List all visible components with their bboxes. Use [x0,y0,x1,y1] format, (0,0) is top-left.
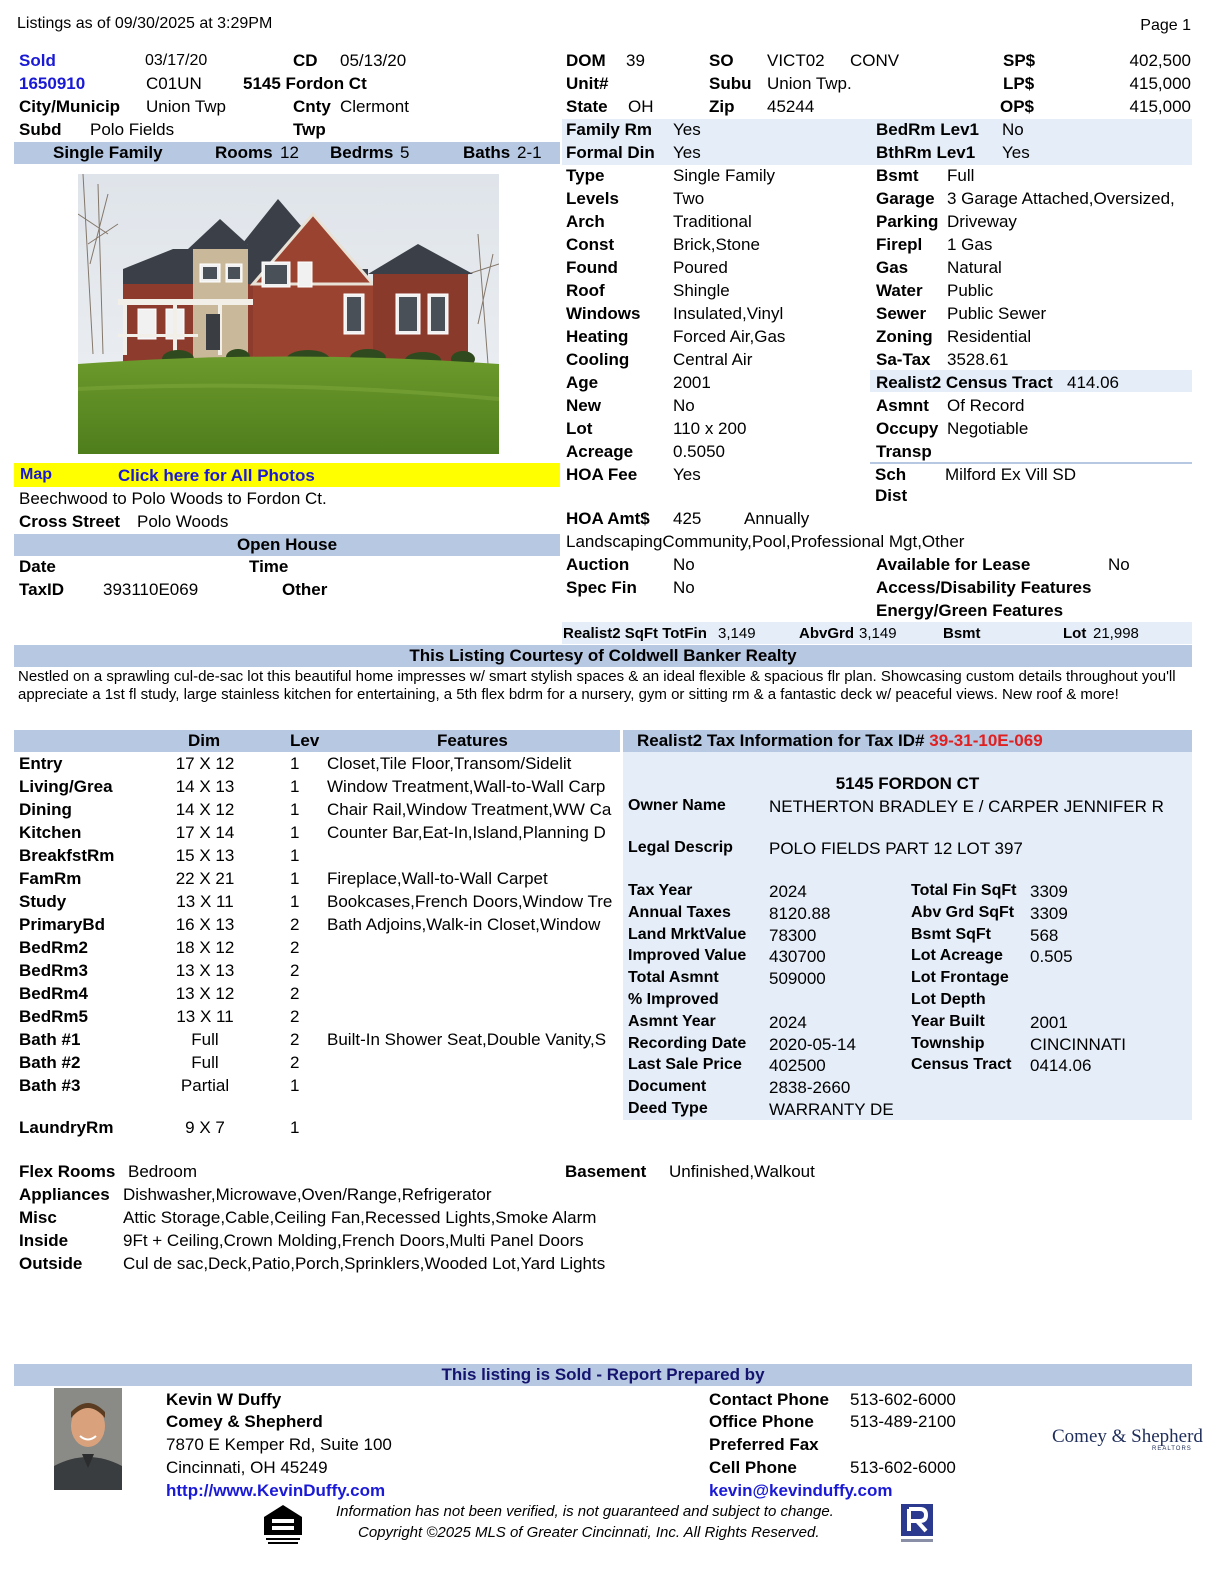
inside-value: 9Ft + Ceiling,Crown Molding,French Doors,Multi Panel Doors [123,1231,584,1250]
tax-value: 8120.88 [769,903,831,923]
detail-label: Heating [566,327,629,346]
tax-label: Year Built [911,1012,985,1030]
room-level: 2 [290,938,300,957]
tax-label: Tax Year [628,882,693,899]
tax-label: Asmnt Year [628,1012,716,1030]
room-level: 1 [290,869,300,888]
laundry-dim: 9 X 7 [185,1118,225,1137]
baths-value: 2-1 [517,143,542,162]
specfin-value: No [673,578,695,597]
room-name: FamRm [19,869,82,888]
room-level: 1 [290,777,300,796]
hoa-amt-value: 425 [673,509,702,528]
room-features: Bath Adjoins,Walk-in Closet,Window [327,915,601,934]
room-name: BreakfstRm [19,846,115,865]
twp-label: Twp [293,120,326,139]
so-label: SO [709,51,734,70]
room-level: 1 [290,1076,300,1095]
tax-label: % Improved [628,991,719,1008]
office-phone-label: Office Phone [709,1412,814,1431]
detail-value: Shingle [673,281,730,300]
hoa-includes: LandscapingCommunity,Pool,Professional Mgt,Other [566,532,965,551]
county-label: Cnty [293,97,331,116]
detail-label: Family Rm [566,120,652,139]
realtor-icon [898,1503,938,1550]
sqft-lot-label: Lot [1063,625,1087,642]
room-dim: Partial [180,1076,230,1095]
detail-label: Transp [876,442,932,461]
detail-value: Traditional [673,212,752,231]
detail-label: Asmnt [876,396,929,415]
subd-value: Polo Fields [90,120,175,139]
taxid-value: 393110E069 [103,580,199,599]
zip-value: 45244 [767,97,815,116]
room-name: BedRm4 [19,984,88,1003]
detail-label: Type [566,166,605,185]
detail-value: No [1002,120,1024,139]
detail-label: Firepl [876,235,923,254]
room-level: 2 [290,915,300,934]
rooms-header-dim: Dim [188,731,221,750]
room-features: Built-In Shower Seat,Double Vanity,S [327,1030,607,1049]
room-level: 1 [290,754,300,773]
sp-label: SP$ [1003,51,1036,70]
cross-street-label: Cross Street [19,512,121,531]
tax-value: 78300 [769,925,817,945]
tax-info-title-text: Realist2 Tax Information for Tax ID# [637,731,925,750]
school-value: Milford Ex Vill SD [945,465,1076,484]
room-dim: 15 X 13 [175,846,235,865]
sp-value: 402,500 [1129,51,1191,70]
detail-label: BthRm Lev1 [876,143,976,162]
taxid-label: TaxID [19,580,65,599]
flex-rooms-value: Bedroom [128,1162,197,1181]
room-name: PrimaryBd [19,915,105,934]
room-features: Fireplace,Wall-to-Wall Carpet [327,869,548,888]
status-date: 03/17/20 [145,52,208,69]
cell-phone-label: Cell Phone [709,1458,797,1477]
detail-value: No [673,396,695,415]
tax-label: Lot Frontage [911,969,1009,987]
tax-label: Abv Grd SqFt [911,903,1015,921]
hoa-fee-value: Yes [673,465,701,484]
tax-info-id: 39-31-10E-069 [929,731,1043,750]
flex-rooms-label: Flex Rooms [19,1162,116,1181]
other-label: Other [282,580,328,599]
detail-value: Driveway [947,212,1017,231]
hoa-fee-label: HOA Fee [566,465,638,484]
tax-info-title [637,731,1043,751]
unit-label: Unit# [566,74,609,93]
room-features: Closet,Tile Floor,Transom/Sidelit [327,754,572,773]
room-name: Bath #2 [19,1053,81,1072]
tax-label: Total Asmnt [628,969,719,987]
state-value: OH [628,97,654,116]
misc-value: Attic Storage,Cable,Ceiling Fan,Recessed Lights,Smoke Alarm [123,1208,597,1227]
listing-courtesy: This Listing Courtesy of Coldwell Banker Realty [409,646,797,665]
room-level: 2 [290,1030,300,1049]
detail-label: Lot [566,419,593,438]
so-type: CONV [850,51,900,70]
appliances-label: Appliances [19,1185,110,1204]
basement-value: Unfinished,Walkout [669,1162,815,1181]
room-dim: 13 X 11 [176,1007,234,1026]
detail-label: BedRm Lev1 [876,120,979,139]
city-label: City/Municip [19,97,121,116]
agent-company: Comey & Shepherd [166,1412,323,1431]
rooms-label: Rooms [215,143,273,162]
cross-street-value: Polo Woods [137,512,229,531]
sqft-abvgrd-label: AbvGrd [799,625,855,642]
open-house-title: Open House [236,535,338,554]
tax-value: 509000 [769,969,826,989]
office-phone-value: 513-489-2100 [850,1412,956,1431]
room-name: Living/Grea [19,777,113,796]
tax-value: 0.505 [1030,947,1073,967]
room-dim: 16 X 13 [175,915,235,934]
tax-value: 2020-05-14 [769,1034,856,1054]
equal-housing-icon [262,1503,304,1552]
detail-value: Negotiable [947,419,1029,438]
room-level: 2 [290,984,300,1003]
listing-status: Sold [19,51,56,70]
detail-label: Levels [566,189,619,208]
room-level: 2 [290,1007,300,1026]
tax-label: Annual Taxes [628,903,731,921]
room-dim: 13 X 12 [175,984,235,1003]
detail-value: Of Record [947,396,1025,415]
op-label: OP$ [1000,97,1035,116]
listing-timestamp: Listings as of 09/30/2025 at 3:29PM [17,15,273,32]
dom-value: 39 [626,51,645,70]
open-house-date-label: Date [19,557,56,576]
detail-value: 110 x 200 [673,419,747,438]
misc-label: Misc [19,1208,57,1227]
detail-value: Central Air [673,350,753,369]
tax-label: Last Sale Price [628,1056,742,1074]
subu-value: Union Twp. [767,74,852,93]
room-dim: Full [191,1030,219,1049]
room-level: 1 [290,800,300,819]
agent-address1: 7870 E Kemper Rd, Suite 100 [166,1435,392,1454]
detail-label: New [566,396,601,415]
room-level: 1 [290,823,300,842]
company-logo: Comey & Shepherd [1052,1426,1203,1447]
op-value: 415,000 [1129,97,1191,116]
detail-value: Public Sewer [947,304,1047,323]
room-name: BedRm3 [19,961,88,980]
hoa-amt-label: HOA Amt$ [566,509,650,528]
detail-label: Cooling [566,350,630,369]
tax-label: Land MrktValue [628,925,747,943]
agent-email[interactable]: kevin@kevinduffy.com [709,1481,893,1500]
detail-value: Brick,Stone [673,235,760,254]
preferred-fax-label: Preferred Fax [709,1435,819,1454]
room-dim: 13 X 11 [176,892,234,911]
sqft-bsmt-label: Bsmt [943,625,981,642]
tax-value: WARRANTY DE [769,1100,894,1119]
legal-value: POLO FIELDS PART 12 LOT 397 [769,839,1023,858]
room-dim: 17 X 14 [175,823,235,842]
inside-label: Inside [19,1231,69,1250]
room-dim: 17 X 12 [175,754,235,773]
laundry-room-label: LaundryRm [19,1118,114,1137]
basement-label: Basement [565,1162,647,1181]
detail-label: Occupy [876,419,939,438]
laundry-lev: 1 [290,1118,300,1137]
sqft-totfin-label: Realist2 SqFt TotFin [563,625,707,642]
tax-value: 430700 [769,947,826,967]
cell-phone-value: 513-602-6000 [850,1458,956,1477]
detail-value: Yes [673,120,701,139]
room-name: Dining [19,800,72,819]
listing-address: 5145 Fordon Ct [243,74,367,93]
cd-label: CD [293,51,318,70]
lp-value: 415,000 [1129,74,1191,93]
rooms-value: 12 [280,143,299,162]
lease-label: Available for Lease [876,555,1031,574]
detail-value: 0.5050 [673,442,725,461]
detail-label: Sewer [876,304,927,323]
detail-value: Full [947,166,975,185]
mls-number[interactable]: 1650910 [19,74,86,93]
detail-label: Found [566,258,618,277]
room-level: 1 [290,892,300,911]
owner-label: Owner Name [628,797,726,814]
detail-label: Const [566,235,615,254]
tax-label: Improved Value [628,947,747,965]
sqft-lot-value: 21,998 [1093,625,1139,642]
map-link[interactable]: Map [20,466,52,483]
disclaimer: Information has not been verified, is not guaranteed and subject to change. [336,1503,834,1520]
detail-value: Public [947,281,994,300]
page-number: Page 1 [1140,17,1191,34]
tax-value: 2024 [769,882,807,901]
bedrms-value: 5 [400,143,410,162]
tax-value: 0414.06 [1030,1056,1092,1076]
detail-label: Sa-Tax [876,350,931,369]
zip-label: Zip [709,97,735,116]
company-logo-sub: REALTORS [1152,1446,1192,1452]
tax-value: 2838-2660 [769,1078,851,1098]
bedrms-label: Bedrms [330,143,394,162]
room-features: Chair Rail,Window Treatment,WW Ca [327,800,612,819]
room-dim: Full [191,1053,219,1072]
agent-code: C01UN [146,74,202,93]
tax-value: 568 [1030,925,1059,945]
tax-label: Township [911,1034,985,1052]
tax-label: Bsmt SqFt [911,925,991,943]
outside-value: Cul de sac,Deck,Patio,Porch,Sprinklers,Wooded Lot,Yard Lights [123,1254,606,1273]
room-dim: 22 X 21 [175,869,235,888]
access-label: Access/Disability Features [876,578,1092,597]
detail-label: Formal Din [566,143,655,162]
tax-value: 3309 [1030,903,1068,923]
room-level: 1 [290,846,300,865]
detail-value: Natural [947,258,1002,277]
tax-label: Lot Acreage [911,947,1003,965]
room-name: Kitchen [19,823,82,842]
tax-label: Document [628,1078,707,1096]
tax-label: Deed Type [628,1100,708,1117]
room-dim: 13 X 13 [175,961,235,980]
tax-value: 402500 [769,1056,826,1076]
directions: Beechwood to Polo Woods to Fordon Ct. [19,489,327,508]
summary-type: Single Family [53,143,163,162]
room-features: Window Treatment,Wall-to-Wall Carp [327,777,606,796]
lp-label: LP$ [1003,74,1035,93]
detail-value: 414.06 [1067,373,1119,392]
detail-label: Gas [876,258,909,277]
detail-label: Zoning [876,327,933,346]
tax-info-address: 5145 FORDON CT [835,774,980,793]
detail-value: Single Family [673,166,776,185]
state-label: State [566,97,608,116]
agent-address2: Cincinnati, OH 45249 [166,1458,328,1477]
sqft-totfin-value: 3,149 [718,625,756,642]
room-dim: 18 X 12 [175,938,235,957]
detail-value: Insulated,Vinyl [673,304,784,323]
detail-label: Age [566,373,599,392]
auction-value: No [673,555,695,574]
detail-label: Realist2 Census Tract [876,373,1053,392]
report-prepared-by: This listing is Sold - Report Prepared by [441,1365,765,1384]
room-name: Entry [19,754,63,773]
detail-value: 3 Garage Attached,Oversized, [947,189,1175,208]
contact-phone-label: Contact Phone [709,1390,829,1409]
baths-label: Baths [463,143,511,162]
tax-value: 3309 [1030,882,1068,901]
hoa-amt-period: Annually [744,509,810,528]
detail-value: Residential [947,327,1032,346]
subd-label: Subd [19,120,62,139]
detail-value: 3528.61 [947,350,1009,369]
appliances-value: Dishwasher,Microwave,Oven/Range,Refrigerator [123,1185,492,1204]
room-features: Counter Bar,Eat-In,Island,Planning D [327,823,606,842]
lease-value: No [1108,555,1130,574]
energy-label: Energy/Green Features [876,601,1064,620]
property-photo[interactable] [78,174,499,454]
room-features: Bookcases,French Doors,Window Tre [327,892,613,911]
detail-value: Forced Air,Gas [673,327,786,346]
room-name: BedRm2 [19,938,88,957]
rooms-header-features: Features [437,731,508,750]
tax-value: 2024 [769,1012,807,1032]
detail-label: Windows [566,304,641,323]
cd-value: 05/13/20 [340,51,407,70]
detail-value: Poured [673,258,728,277]
room-level: 2 [290,1053,300,1072]
tax-value: 2001 [1030,1012,1068,1032]
tax-label: Total Fin SqFt [911,882,1017,899]
school-dist-label: Dist [875,486,908,505]
dom-label: DOM [566,51,606,70]
detail-value: 1 Gas [947,235,993,254]
all-photos-link[interactable]: Click here for All Photos [118,466,315,485]
owner-value: NETHERTON BRADLEY E / CARPER JENNIFER R [769,797,1164,816]
auction-label: Auction [566,555,630,574]
detail-value: Yes [1002,143,1030,162]
rooms-header-lev: Lev [290,731,320,750]
room-dim: 14 X 12 [175,800,235,819]
detail-value: 2001 [673,373,711,392]
room-name: Bath #3 [19,1076,81,1095]
agent-name: Kevin W Duffy [166,1390,282,1409]
detail-label: Parking [876,212,939,231]
agent-photo [54,1388,122,1490]
outside-label: Outside [19,1254,83,1273]
copyright: Copyright ©2025 MLS of Greater Cincinnati, Inc. All Rights Reserved. [358,1524,820,1541]
detail-label: Bsmt [876,166,919,185]
room-dim: 14 X 13 [175,777,235,796]
detail-label: Roof [566,281,605,300]
detail-label: Garage [876,189,935,208]
room-name: BedRm5 [19,1007,88,1026]
city-value: Union Twp [146,97,227,116]
county-value: Clermont [340,97,409,116]
tax-label: Lot Depth [911,991,986,1008]
room-level: 2 [290,961,300,980]
remarks: Nestled on a sprawling cul-de-sac lot this beautiful home impresses w/ smart stylish spaces & an ideal flexible & spacious flr plan. Showcasing custom details throughout you'll appreciate a 1st fl study, large stainless kitchen for entertaining, a 5th flex bdrm for a nursery, gym or sitting rm & a fantastic deck w/ peaceful views. New roof & more! [18,668,1176,703]
legal-label: Legal Descrip [628,839,733,856]
open-house-time-label: Time [249,557,289,576]
so-value: VICT02 [767,51,825,70]
sqft-abvgrd-value: 3,149 [859,625,897,642]
detail-label: Arch [566,212,605,231]
detail-label: Acreage [566,442,634,461]
divider [870,462,1192,464]
subu-label: Subu [709,74,752,93]
agent-website[interactable]: http://www.KevinDuffy.com [166,1481,386,1500]
tax-label: Census Tract [911,1056,1012,1074]
tax-label: Recording Date [628,1034,747,1052]
specfin-label: Spec Fin [566,578,637,597]
detail-label: Water [876,281,923,300]
school-label: Sch [875,465,907,484]
contact-phone-value: 513-602-6000 [850,1390,956,1409]
room-name: Bath #1 [19,1030,81,1049]
detail-value: Two [673,189,705,208]
room-name: Study [19,892,67,911]
detail-value: Yes [673,143,701,162]
tax-value: CINCINNATI [1030,1034,1127,1054]
